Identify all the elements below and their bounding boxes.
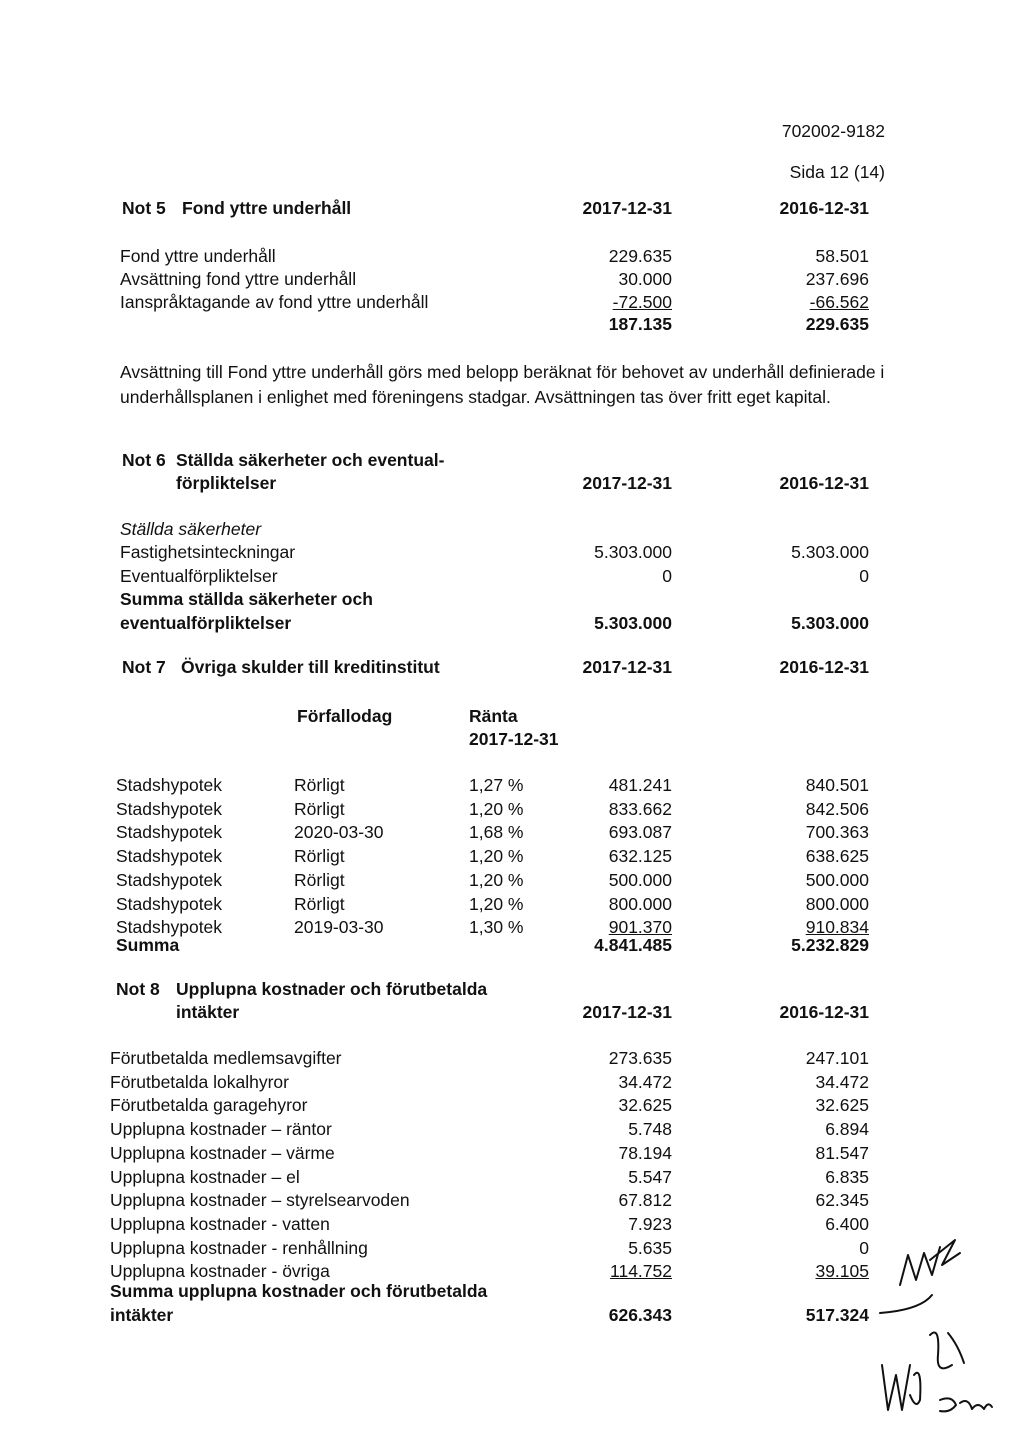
note-7-due-header: Förfallodag xyxy=(297,706,393,726)
note-7-lender: Stadshypotek xyxy=(116,799,223,819)
note-8-row-2016: 34.472 xyxy=(815,1072,869,1092)
org-number: 702002-9182 xyxy=(781,121,885,141)
note-5-col1-header: 2017-12-31 xyxy=(582,198,672,218)
note-6-title-line2: förpliktelser xyxy=(176,473,277,493)
note-6-subheading: Ställda säkerheter xyxy=(120,519,262,539)
note-8-row-label: Upplupna kostnader – el xyxy=(110,1167,300,1187)
note-5-title: Fond yttre underhåll xyxy=(182,198,352,218)
note-5-row-label: Avsättning fond yttre underhåll xyxy=(120,269,357,289)
note-7-lender: Stadshypotek xyxy=(116,775,223,795)
note-8-sum-label-line2: intäkter xyxy=(110,1305,174,1325)
note-6-number: Not 6 xyxy=(122,450,166,470)
note-5-description: Avsättning till Fond yttre underhåll görs med belopp beräknat för behovet av underhåll definierade i underhållsplanen i enlighet med föreningens stadgar. Avsättningen tas över fritt eget kapital. xyxy=(120,362,885,407)
note-7-col2-header: 2016-12-31 xyxy=(779,657,869,677)
note-5-row-label: Fond yttre underhåll xyxy=(120,246,276,266)
note-7-sum-2017: 4.841.485 xyxy=(594,935,672,955)
note-7-col1-header: 2017-12-31 xyxy=(582,657,672,677)
note-7-sum-2016: 5.232.829 xyxy=(791,935,869,955)
note-8-row-2016: 6.894 xyxy=(825,1119,869,1139)
note-7-loan-2016: 500.000 xyxy=(805,870,869,890)
note-8-row-2017: 67.812 xyxy=(618,1190,672,1210)
note-6-col1-header: 2017-12-31 xyxy=(582,473,672,493)
note-5-row-label: Ianspråktagande av fond yttre underhåll xyxy=(120,292,429,312)
note-7-loan-2017: 632.125 xyxy=(608,846,672,866)
handwritten-initials xyxy=(860,1225,1010,1435)
note-5-total-2016: 229.635 xyxy=(805,314,869,334)
note-8-row-2016: 62.345 xyxy=(815,1190,869,1210)
note-8-row-2017: 5.547 xyxy=(628,1167,672,1187)
note-7-loan-2017: 800.000 xyxy=(608,894,672,914)
note-6-sum-label-line1: Summa ställda säkerheter och xyxy=(120,589,373,609)
note-5-row-2016: 237.696 xyxy=(805,269,869,289)
note-8-row-label: Förutbetalda medlemsavgifter xyxy=(110,1048,342,1068)
note-7-loan-2016: 840.501 xyxy=(805,775,869,795)
note-8-row-2016: 39.105 xyxy=(815,1261,869,1281)
note-7-due-date: Rörligt xyxy=(294,870,345,890)
note-7-lender: Stadshypotek xyxy=(116,894,223,914)
note-5-col2-header: 2016-12-31 xyxy=(779,198,869,218)
note-7-rate-date-header: 2017-12-31 xyxy=(469,729,559,749)
note-8-col2-header: 2016-12-31 xyxy=(779,1002,869,1022)
note-7-loan-2017: 693.087 xyxy=(608,822,672,842)
note-7-sum-label: Summa xyxy=(116,935,180,955)
note-8-row-2017: 5.748 xyxy=(628,1119,672,1139)
note-7-due-date: Rörligt xyxy=(294,799,345,819)
note-6-sum-2017: 5.303.000 xyxy=(594,613,672,633)
page-number: Sida 12 (14) xyxy=(789,162,885,182)
note-7-rate: 1,20 % xyxy=(469,799,524,819)
note-7-loan-2016: 700.363 xyxy=(805,822,869,842)
note-8-row-2017: 34.472 xyxy=(618,1072,672,1092)
note-5-row-2016: 58.501 xyxy=(815,246,869,266)
note-7-loan-2016: 638.625 xyxy=(805,846,869,866)
note-8-row-2016: 247.101 xyxy=(805,1048,869,1068)
note-7-due-date: Rörligt xyxy=(294,894,345,914)
note-8-row-2017: 78.194 xyxy=(618,1143,672,1163)
note-5-row-2016: -66.562 xyxy=(809,292,869,312)
note-7-lender: Stadshypotek xyxy=(116,822,223,842)
note-5-number: Not 5 xyxy=(122,198,166,218)
note-8-number: Not 8 xyxy=(116,979,160,999)
note-8-sum-2017: 626.343 xyxy=(608,1305,672,1325)
note-7-loan-2016: 842.506 xyxy=(805,799,869,819)
note-8-row-2016: 81.547 xyxy=(815,1143,869,1163)
note-7-loan-2017: 500.000 xyxy=(608,870,672,890)
note-7-rate: 1,20 % xyxy=(469,846,524,866)
note-5-row-2017: 30.000 xyxy=(618,269,672,289)
note-7-rate: 1,68 % xyxy=(469,822,524,842)
note-8-sum-2016: 517.324 xyxy=(805,1305,869,1325)
note-8-row-2016: 0 xyxy=(859,1238,869,1258)
note-5-row-2017: 229.635 xyxy=(608,246,672,266)
note-8-row-label: Upplupna kostnader – styrelsearvoden xyxy=(110,1190,410,1210)
note-8-title-line1: Upplupna kostnader och förutbetalda xyxy=(176,979,488,999)
note-7-rate: 1,30 % xyxy=(469,917,524,937)
note-8-row-2017: 7.923 xyxy=(628,1214,672,1234)
note-6-sum-2016: 5.303.000 xyxy=(791,613,869,633)
note-6-row-label: Fastighetsinteckningar xyxy=(120,542,296,562)
note-6-row-2017: 5.303.000 xyxy=(594,542,672,562)
note-6-row-2017: 0 xyxy=(662,566,672,586)
note-7-loan-2016: 800.000 xyxy=(805,894,869,914)
note-7-loan-2017: 901.370 xyxy=(608,917,672,937)
note-8-row-2016: 6.400 xyxy=(825,1214,869,1234)
note-8-title-line2: intäkter xyxy=(176,1002,240,1022)
note-8-row-2017: 5.635 xyxy=(628,1238,672,1258)
note-7-due-date: 2019-03-30 xyxy=(294,917,384,937)
note-7-loan-2017: 833.662 xyxy=(608,799,672,819)
note-7-lender: Stadshypotek xyxy=(116,917,223,937)
note-7-rate: 1,27 % xyxy=(469,775,524,795)
note-7-loan-2017: 481.241 xyxy=(608,775,672,795)
note-7-loan-2016: 910.834 xyxy=(805,917,869,937)
note-7-due-date: 2020-03-30 xyxy=(294,822,384,842)
note-8-col1-header: 2017-12-31 xyxy=(582,1002,672,1022)
note-7-lender: Stadshypotek xyxy=(116,846,223,866)
note-8-row-label: Förutbetalda lokalhyror xyxy=(110,1072,289,1092)
note-6-col2-header: 2016-12-31 xyxy=(779,473,869,493)
note-7-rate-header: Ränta xyxy=(469,706,518,726)
note-8-row-label: Förutbetalda garagehyror xyxy=(110,1095,308,1115)
note-7-lender: Stadshypotek xyxy=(116,870,223,890)
note-7-due-date: Rörligt xyxy=(294,846,345,866)
note-8-row-2016: 32.625 xyxy=(815,1095,869,1115)
note-7-number: Not 7 xyxy=(122,657,166,677)
note-6-sum-label-line2: eventualförpliktelser xyxy=(120,613,292,633)
note-8-row-2017: 32.625 xyxy=(618,1095,672,1115)
note-6-row-2016: 5.303.000 xyxy=(791,542,869,562)
note-8-row-2016: 6.835 xyxy=(825,1167,869,1187)
note-8-row-label: Upplupna kostnader – räntor xyxy=(110,1119,332,1139)
note-8-row-label: Upplupna kostnader - renhållning xyxy=(110,1238,368,1258)
note-8-row-2017: 114.752 xyxy=(610,1261,672,1281)
note-7-due-date: Rörligt xyxy=(294,775,345,795)
note-6-row-2016: 0 xyxy=(859,566,869,586)
note-5-total-2017: 187.135 xyxy=(608,314,672,334)
note-5-row-2017: -72.500 xyxy=(612,292,672,312)
note-7-rate: 1,20 % xyxy=(469,870,524,890)
note-6-row-label: Eventualförpliktelser xyxy=(120,566,278,586)
note-6-title-line1: Ställda säkerheter och eventual- xyxy=(176,450,445,470)
note-8-row-label: Upplupna kostnader - övriga xyxy=(110,1261,330,1281)
note-7-rate: 1,20 % xyxy=(469,894,524,914)
note-8-row-2017: 273.635 xyxy=(608,1048,672,1068)
note-8-row-label: Upplupna kostnader - vatten xyxy=(110,1214,330,1234)
note-8-sum-label-line1: Summa upplupna kostnader och förutbetalda xyxy=(110,1281,488,1301)
note-8-row-label: Upplupna kostnader – värme xyxy=(110,1143,335,1163)
note-7-title: Övriga skulder till kreditinstitut xyxy=(181,657,440,677)
